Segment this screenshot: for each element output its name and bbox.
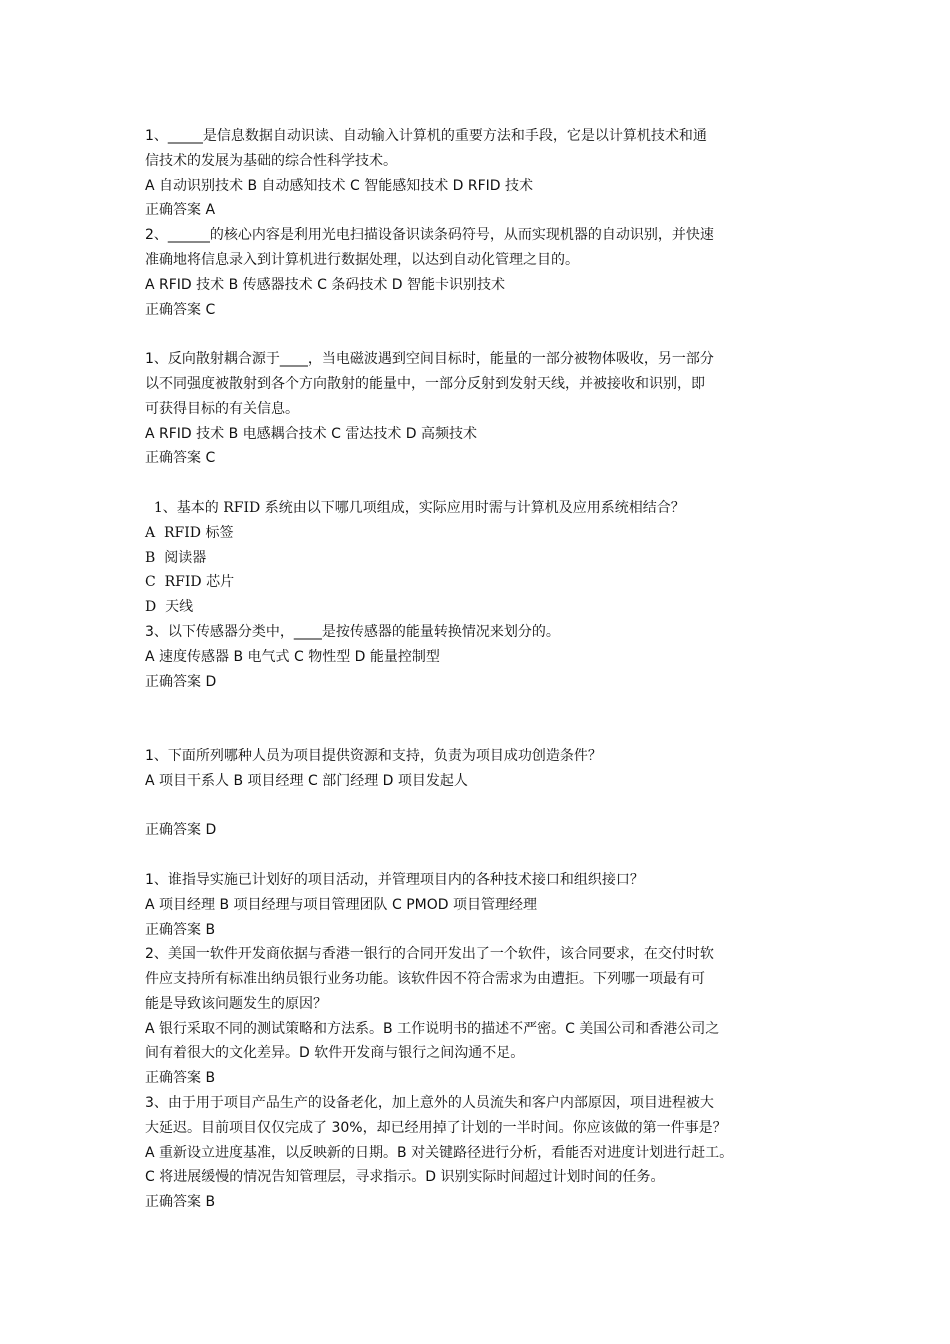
text-line: 1、_____是信息数据自动识读、自动输入计算机的重要方法和手段，它是以计算机技术和通 <box>145 128 707 144</box>
answer-line: 正确答案 B <box>145 921 216 938</box>
spacer <box>145 794 815 819</box>
answer-line: 正确答案 C <box>145 301 216 318</box>
text-line: 件应支持所有标准出纳员银行业务功能。该软件因不符合需求为由遭拒。下列哪一项最有可 <box>145 971 705 988</box>
options-line: A 项目经理 B 项目经理与项目管理团队 C PMOD 项目管理经理 <box>145 896 537 913</box>
options-line: A 速度传感器 B 电气式 C 物性型 D 能量控制型 <box>145 648 440 665</box>
spacer <box>145 471 815 496</box>
text-line: 1、谁指导实施已计划好的项目活动，并管理项目内的各种技术接口和组织接口？ <box>145 871 644 888</box>
option-line: D 天线 <box>145 599 194 616</box>
text-line: 3、以下传感器分类中，____是按传感器的能量转换情况来划分的。 <box>145 623 560 640</box>
answer-line: 正确答案 C <box>145 450 216 467</box>
text-line: 2、美国一软件开发商依据与香港一银行的合同开发出了一个软件，该合同要求，在交付时软 <box>145 946 714 963</box>
options-line: A 银行采取不同的测试策略和方法系。B 工作说明书的描述不严密。C 美国公司和香港公司之 <box>145 1020 720 1037</box>
text-line: 准确地将信息录入到计算机进行数据处理，以达到自动化管理之目的。 <box>145 251 579 268</box>
text-line: 信技术的发展为基础的综合性科学技术。 <box>145 152 397 169</box>
answer-line: 正确答案 A <box>145 202 216 219</box>
text-line: 大延迟。目前项目仅仅完成了 30%，却已经用掉了计划的一半时间。你应该做的第一件事是？ <box>145 1119 727 1136</box>
answer-line: 正确答案 B <box>145 1194 216 1211</box>
question-block-backscatter <box>145 347 815 471</box>
options-line: A RFID 技术 B 电感耦合技术 C 雷达技术 D 高频技术 <box>145 425 478 442</box>
answer-line: 正确答案 D <box>145 822 217 839</box>
options-line: A 项目干系人 B 项目经理 C 部门经理 D 项目发起人 <box>145 772 468 789</box>
options-line: 间有着很大的文化差异。D 软件开发商与银行之间沟通不足。 <box>145 1045 525 1062</box>
question-block-rfid-auto-id <box>145 124 815 322</box>
question-block-rfid-system <box>145 496 815 694</box>
answer-line: 正确答案 B <box>145 1070 216 1087</box>
option-line: A RFID 标签 <box>145 524 234 541</box>
text-line: 1、基本的 RFID 系统由以下哪几项组成，实际应用时需与计算机及应用系统相结合？ <box>145 499 685 516</box>
question-block-project-sponsor <box>145 744 815 843</box>
text-line: 1、下面所列哪种人员为项目提供资源和支持，负责为项目成功创造条件？ <box>145 747 602 764</box>
option-line: B 阅读器 <box>145 549 207 566</box>
spacer <box>145 694 815 744</box>
question-block-project-management <box>145 868 815 1215</box>
options-line: A 自动识别技术 B 自动感知技术 C 智能感知技术 D RFID 技术 <box>145 177 534 194</box>
document-body <box>145 124 815 1215</box>
text-line: 3、由于用于项目产品生产的设备老化，加上意外的人员流失和客户内部原因，项目进程被大 <box>145 1095 714 1112</box>
answer-line: 正确答案 D <box>145 673 217 690</box>
options-line: C 将进展缓慢的情况告知管理层，寻求指示。D 识别实际时间超过计划时间的任务。 <box>145 1169 665 1186</box>
text-line: 1、反向散射耦合源于____，当电磁波遇到空间目标时，能量的一部分被物体吸收，另一部分 <box>145 351 714 368</box>
options-line: A 重新设立进度基准，以反映新的日期。B 对关键路径进行分析，看能否对进度计划进行赶工。 <box>145 1144 734 1161</box>
text-line: 以不同强度被散射到各个方向散射的能量中，一部分反射到发射天线，并被接收和识别，即 <box>145 375 705 392</box>
text-line: 2、______的核心内容是利用光电扫描设备识读条码符号，从而实现机器的自动识别，并快速 <box>145 227 714 244</box>
spacer <box>145 322 815 347</box>
text-line: 能是导致该问题发生的原因？ <box>145 995 327 1012</box>
option-line: C RFID 芯片 <box>145 574 235 591</box>
text-line: 可获得目标的有关信息。 <box>145 400 299 417</box>
options-line: A RFID 技术 B 传感器技术 C 条码技术 D 智能卡识别技术 <box>145 276 506 293</box>
spacer <box>145 843 815 868</box>
